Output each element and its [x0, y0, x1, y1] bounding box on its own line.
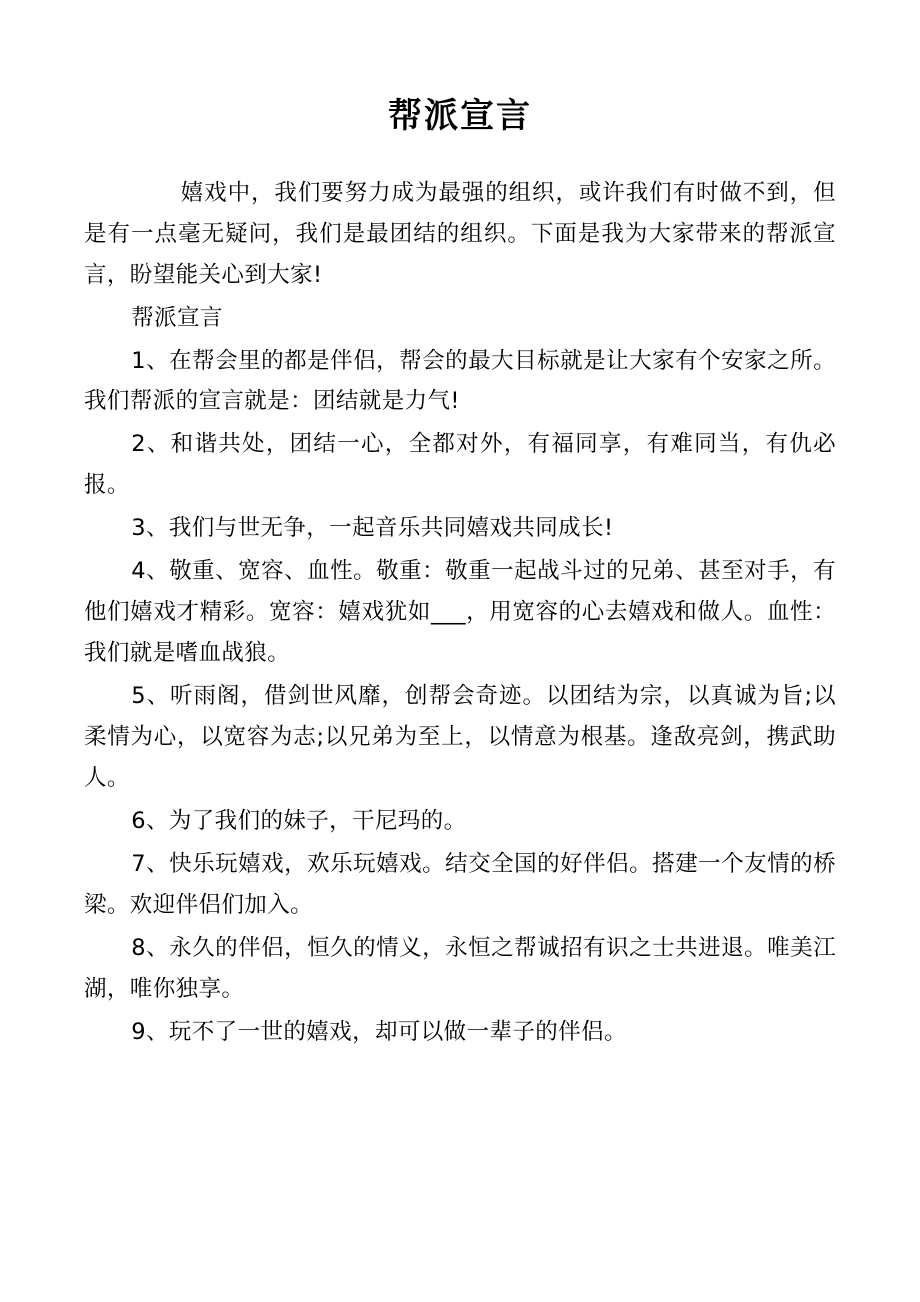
paragraph: 4、敬重、宽容、血性。敬重：敬重一起战斗过的兄弟、甚至对手，有他们嬉戏才精彩。宽容：嬉戏犹如___，用宽容的心去嬉戏和做人。血性：我们就是嗜血战狼。 [84, 558, 836, 667]
paragraph: 7、快乐玩嬉戏，欢乐玩嬉戏。结交全国的好伴侣。搭建一个友情的桥梁。欢迎伴侣们加入。 [84, 850, 836, 918]
paragraph: 帮派宣言 [131, 304, 223, 331]
paragraph: 3、我们与世无争，一起音乐共同嬉戏共同成长! [131, 515, 614, 542]
page-title: 帮派宣言 [388, 96, 532, 136]
paragraph: 嬉戏中，我们要努力成为最强的组织，或许我们有时做不到，但是有一点毫无疑问，我们是最团结的组织。下面是我为大家带来的帮派宣言，盼望能关心到大家! [84, 179, 836, 288]
paragraph: 6、为了我们的妹子，干尼玛的。 [131, 807, 467, 834]
paragraph: 9、玩不了一世的嬉戏，却可以做一辈子的伴侣。 [131, 1018, 627, 1045]
paragraph: 5、听雨阁，借剑世风靡，创帮会奇迹。以团结为宗，以真诚为旨;以柔情为心，以宽容为志;以兄弟为至上，以情意为根基。逢敌亮剑，携武助人。 [84, 683, 836, 791]
paragraph: 2、和谐共处，团结一心，全都对外，有福同享，有难同当，有仇必报。 [84, 431, 836, 499]
document-body [84, 173, 836, 1053]
paragraph: 1、在帮会里的都是伴侣，帮会的最大目标就是让大家有个安家之所。我们帮派的宣言就是：团结就是力气! [84, 347, 836, 415]
paragraph: 8、永久的伴侣，恒久的情义，永恒之帮诚招有识之士共进退。唯美江湖，唯你独享。 [84, 934, 836, 1002]
